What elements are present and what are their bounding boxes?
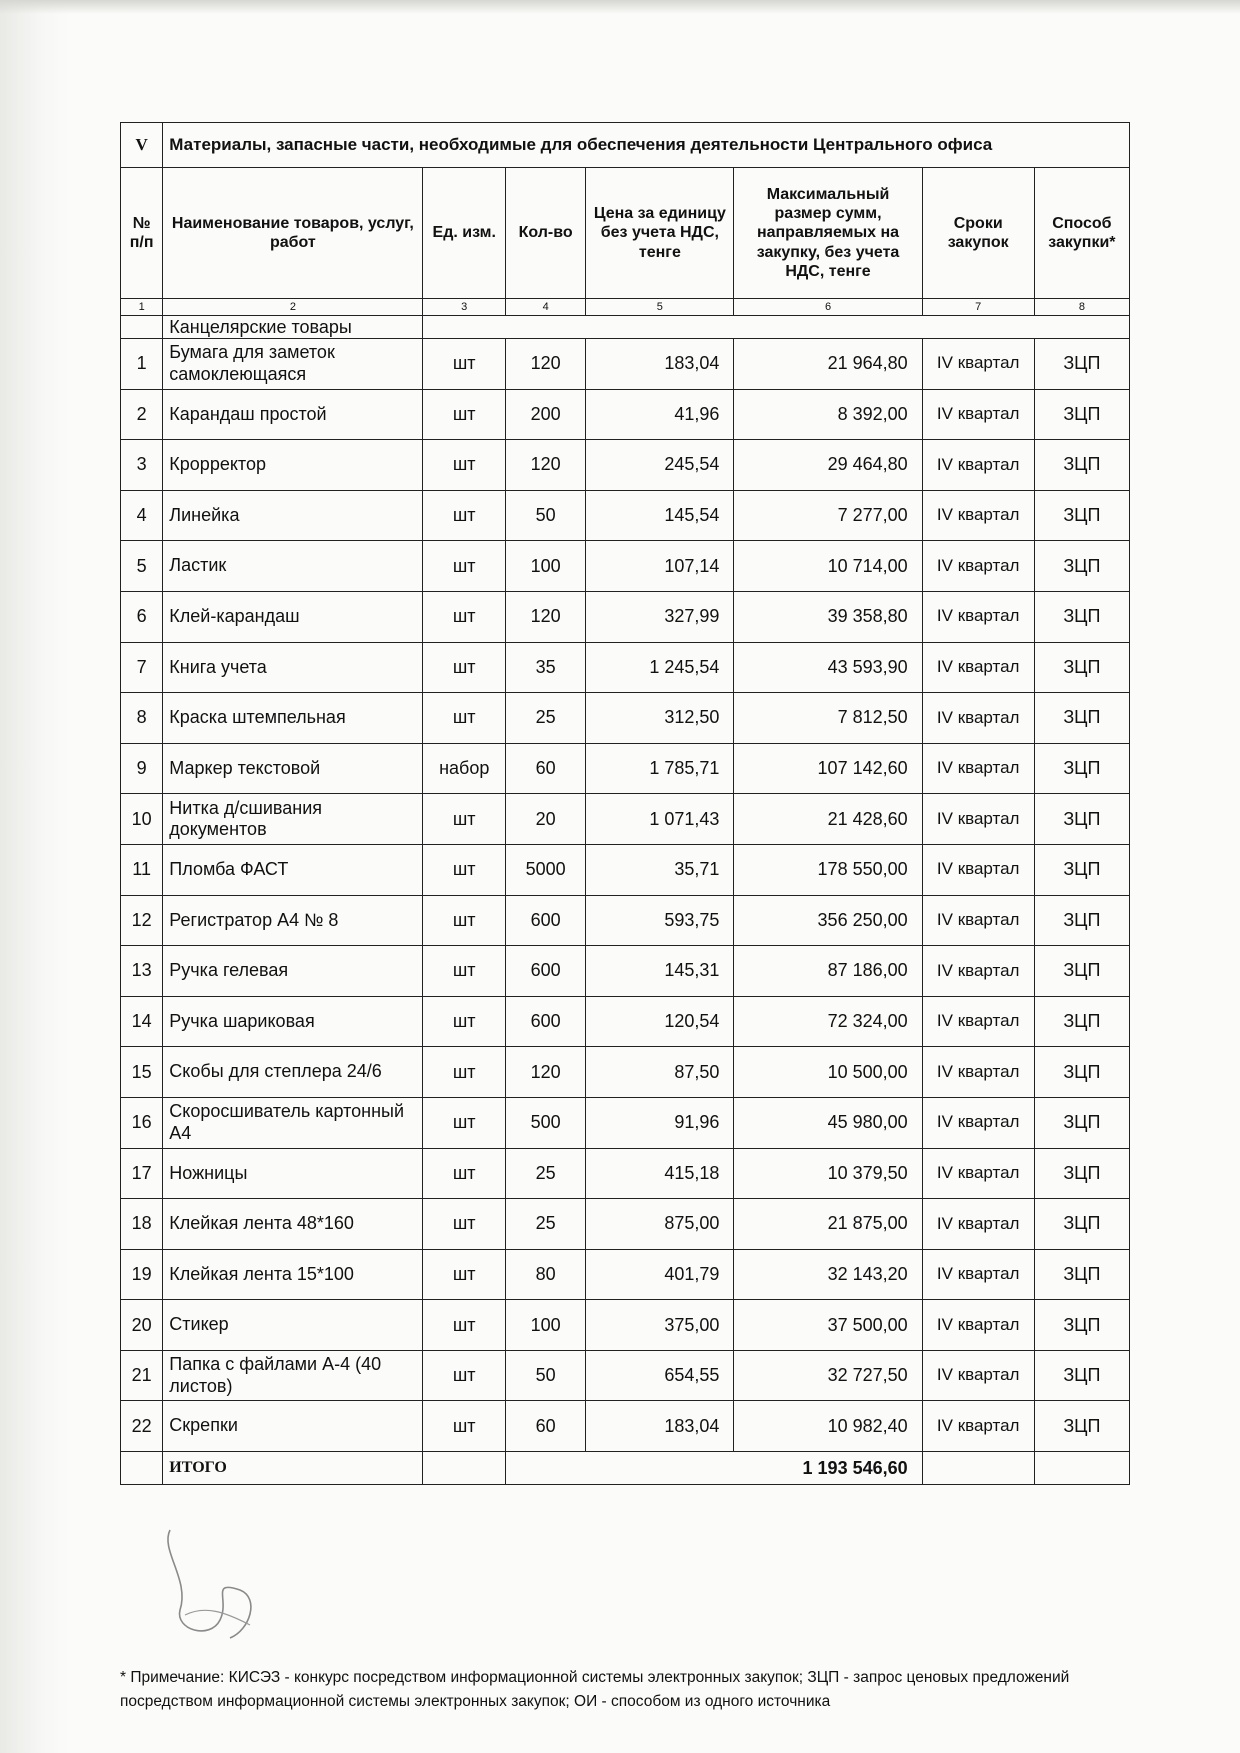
table-row [121, 591, 1130, 642]
table-row [121, 996, 1130, 1047]
col-header-name: Наименование товаров, услуг, работ [163, 168, 423, 299]
item-term: IV квартал [922, 1300, 1034, 1351]
item-qty: 60 [505, 1401, 585, 1452]
item-qty: 60 [505, 743, 585, 794]
item-price: 312,50 [586, 693, 734, 744]
item-qty: 25 [505, 1199, 585, 1250]
item-price: 41,96 [586, 389, 734, 440]
item-qty: 50 [505, 1350, 585, 1401]
item-unit: шт [423, 389, 505, 440]
item-unit: шт [423, 440, 505, 491]
item-qty: 25 [505, 1148, 585, 1199]
section-roman-number: V [121, 123, 163, 168]
item-qty: 500 [505, 1097, 585, 1148]
item-term: IV квартал [922, 339, 1034, 390]
item-price: 183,04 [586, 1401, 734, 1452]
item-price: 245,54 [586, 440, 734, 491]
item-max-sum: 29 464,80 [734, 440, 922, 491]
item-unit: шт [423, 1350, 505, 1401]
item-max-sum: 10 714,00 [734, 541, 922, 592]
item-term: IV квартал [922, 794, 1034, 845]
row-number: 5 [121, 541, 163, 592]
item-method: ЗЦП [1034, 1047, 1129, 1098]
row-number: 19 [121, 1249, 163, 1300]
section-header-row [121, 123, 1130, 168]
item-method: ЗЦП [1034, 743, 1129, 794]
item-name: Папка с файлами А-4 (40 листов) [163, 1350, 423, 1401]
item-unit: шт [423, 844, 505, 895]
category-empty-cell [423, 316, 1130, 339]
col-number: 4 [505, 299, 585, 316]
row-number: 16 [121, 1097, 163, 1148]
item-method: ЗЦП [1034, 693, 1129, 744]
item-unit: шт [423, 946, 505, 997]
table-row [121, 1401, 1130, 1452]
item-name: Ножницы [163, 1148, 423, 1199]
item-price: 91,96 [586, 1097, 734, 1148]
table-row [121, 1350, 1130, 1401]
row-number: 1 [121, 339, 163, 390]
item-unit: шт [423, 541, 505, 592]
item-max-sum: 21 428,60 [734, 794, 922, 845]
item-qty: 120 [505, 339, 585, 390]
item-name: Скоросшиватель картонный А4 [163, 1097, 423, 1148]
item-unit: шт [423, 794, 505, 845]
item-name: Крорректор [163, 440, 423, 491]
table-row [121, 1097, 1130, 1148]
item-name: Маркер текстовой [163, 743, 423, 794]
item-unit: набор [423, 743, 505, 794]
total-label: ИТОГО [163, 1452, 423, 1485]
item-unit: шт [423, 591, 505, 642]
handwritten-signature [150, 1520, 290, 1650]
table-row [121, 1199, 1130, 1250]
item-term: IV квартал [922, 1097, 1034, 1148]
item-term: IV квартал [922, 389, 1034, 440]
col-number: 7 [922, 299, 1034, 316]
col-number: 3 [423, 299, 505, 316]
item-name: Клейкая лента 48*160 [163, 1199, 423, 1250]
table-row [121, 1148, 1130, 1199]
item-price: 145,54 [586, 490, 734, 541]
row-number: 22 [121, 1401, 163, 1452]
row-number: 17 [121, 1148, 163, 1199]
item-price: 401,79 [586, 1249, 734, 1300]
item-max-sum: 10 379,50 [734, 1148, 922, 1199]
table-row [121, 1047, 1130, 1098]
procurement-table [120, 122, 1130, 1485]
row-number: 11 [121, 844, 163, 895]
item-method: ЗЦП [1034, 996, 1129, 1047]
row-number: 4 [121, 490, 163, 541]
table-row [121, 794, 1130, 845]
item-name: Книга учета [163, 642, 423, 693]
item-max-sum: 87 186,00 [734, 946, 922, 997]
row-number: 18 [121, 1199, 163, 1250]
item-max-sum: 72 324,00 [734, 996, 922, 1047]
item-method: ЗЦП [1034, 1097, 1129, 1148]
item-qty: 600 [505, 895, 585, 946]
item-method: ЗЦП [1034, 541, 1129, 592]
item-price: 107,14 [586, 541, 734, 592]
item-max-sum: 356 250,00 [734, 895, 922, 946]
row-number: 14 [121, 996, 163, 1047]
item-price: 654,55 [586, 1350, 734, 1401]
item-name: Краска штемпельная [163, 693, 423, 744]
item-term: IV квартал [922, 1249, 1034, 1300]
item-qty: 20 [505, 794, 585, 845]
table-row [121, 541, 1130, 592]
item-qty: 50 [505, 490, 585, 541]
col-header-num: № п/п [121, 168, 163, 299]
table-row [121, 440, 1130, 491]
col-header-term: Сроки закупок [922, 168, 1034, 299]
row-number: 8 [121, 693, 163, 744]
item-method: ЗЦП [1034, 1249, 1129, 1300]
scan-edge-shadow [0, 0, 70, 1753]
item-method: ЗЦП [1034, 844, 1129, 895]
table-row [121, 693, 1130, 744]
col-header-unit: Ед. изм. [423, 168, 505, 299]
item-term: IV квартал [922, 591, 1034, 642]
item-term: IV квартал [922, 1047, 1034, 1098]
item-unit: шт [423, 1300, 505, 1351]
row-number: 10 [121, 794, 163, 845]
table-row [121, 946, 1130, 997]
item-unit: шт [423, 1401, 505, 1452]
col-number: 6 [734, 299, 922, 316]
item-term: IV квартал [922, 895, 1034, 946]
item-price: 87,50 [586, 1047, 734, 1098]
item-price: 1 245,54 [586, 642, 734, 693]
item-unit: шт [423, 490, 505, 541]
section-title: Материалы, запасные части, необходимые для обеспечения деятельности Центрального офиса [163, 123, 1130, 168]
column-number-row [121, 299, 1130, 316]
item-method: ЗЦП [1034, 440, 1129, 491]
item-max-sum: 43 593,90 [734, 642, 922, 693]
item-method: ЗЦП [1034, 946, 1129, 997]
item-qty: 100 [505, 1300, 585, 1351]
col-header-max-sum: Максимальный размер сумм, направляемых на закупку, без учета НДС, тенге [734, 168, 922, 299]
item-name: Ручка шариковая [163, 996, 423, 1047]
item-term: IV квартал [922, 642, 1034, 693]
table-row [121, 844, 1130, 895]
item-term: IV квартал [922, 946, 1034, 997]
category-label: Канцелярские товары [163, 316, 423, 339]
item-method: ЗЦП [1034, 642, 1129, 693]
item-name: Регистратор А4 № 8 [163, 895, 423, 946]
row-number: 13 [121, 946, 163, 997]
item-method: ЗЦП [1034, 1199, 1129, 1250]
item-unit: шт [423, 1097, 505, 1148]
item-name: Карандаш простой [163, 389, 423, 440]
table-row [121, 743, 1130, 794]
item-name: Стикер [163, 1300, 423, 1351]
row-number: 15 [121, 1047, 163, 1098]
table-row [121, 1249, 1130, 1300]
item-qty: 80 [505, 1249, 585, 1300]
item-unit: шт [423, 642, 505, 693]
item-unit: шт [423, 1249, 505, 1300]
item-max-sum: 37 500,00 [734, 1300, 922, 1351]
item-max-sum: 107 142,60 [734, 743, 922, 794]
table-row [121, 1300, 1130, 1351]
item-name: Линейка [163, 490, 423, 541]
item-unit: шт [423, 996, 505, 1047]
item-price: 875,00 [586, 1199, 734, 1250]
col-header-method: Способ закупки* [1034, 168, 1129, 299]
item-price: 145,31 [586, 946, 734, 997]
item-name: Ручка гелевая [163, 946, 423, 997]
item-unit: шт [423, 1148, 505, 1199]
category-num-cell [121, 316, 163, 339]
item-qty: 200 [505, 389, 585, 440]
column-header-row [121, 168, 1130, 299]
total-empty-cell [423, 1452, 505, 1485]
item-max-sum: 10 500,00 [734, 1047, 922, 1098]
item-name: Скобы для степлера 24/6 [163, 1047, 423, 1098]
item-unit: шт [423, 339, 505, 390]
item-name: Ластик [163, 541, 423, 592]
total-row [121, 1452, 1130, 1485]
item-method: ЗЦП [1034, 1148, 1129, 1199]
item-max-sum: 7 277,00 [734, 490, 922, 541]
item-qty: 100 [505, 541, 585, 592]
row-number: 3 [121, 440, 163, 491]
row-number: 20 [121, 1300, 163, 1351]
item-method: ЗЦП [1034, 339, 1129, 390]
table-row [121, 895, 1130, 946]
item-term: IV квартал [922, 1148, 1034, 1199]
item-qty: 600 [505, 996, 585, 1047]
item-method: ЗЦП [1034, 490, 1129, 541]
item-price: 375,00 [586, 1300, 734, 1351]
col-number: 1 [121, 299, 163, 316]
item-price: 120,54 [586, 996, 734, 1047]
item-price: 1 071,43 [586, 794, 734, 845]
row-number: 21 [121, 1350, 163, 1401]
row-number: 6 [121, 591, 163, 642]
col-number: 2 [163, 299, 423, 316]
scan-top-shadow [0, 0, 1240, 14]
item-method: ЗЦП [1034, 895, 1129, 946]
item-max-sum: 178 550,00 [734, 844, 922, 895]
item-qty: 35 [505, 642, 585, 693]
item-qty: 120 [505, 1047, 585, 1098]
item-method: ЗЦП [1034, 1350, 1129, 1401]
table-row [121, 642, 1130, 693]
item-term: IV квартал [922, 440, 1034, 491]
col-header-qty: Кол-во [505, 168, 585, 299]
row-number: 12 [121, 895, 163, 946]
item-qty: 120 [505, 591, 585, 642]
item-max-sum: 8 392,00 [734, 389, 922, 440]
item-term: IV квартал [922, 1199, 1034, 1250]
item-max-sum: 10 982,40 [734, 1401, 922, 1452]
total-empty-cell [1034, 1452, 1129, 1485]
table-row [121, 389, 1130, 440]
item-name: Клей-карандаш [163, 591, 423, 642]
total-num-cell [121, 1452, 163, 1485]
item-method: ЗЦП [1034, 794, 1129, 845]
item-name: Пломба ФАСТ [163, 844, 423, 895]
item-max-sum: 21 875,00 [734, 1199, 922, 1250]
footnote: * Примечание: КИСЭЗ - конкурс посредством информационной системы электронных закупок; ЗЦП - запрос ценовых предложений посредством информационной системы электронных закупок; ОИ - способом из одного источника [120, 1669, 1070, 1711]
item-name: Бумага для заметок самоклеющаяся [163, 339, 423, 390]
col-header-price: Цена за единицу без учета НДС, тенге [586, 168, 734, 299]
item-price: 1 785,71 [586, 743, 734, 794]
item-unit: шт [423, 895, 505, 946]
item-price: 415,18 [586, 1148, 734, 1199]
total-value: 1 193 546,60 [505, 1452, 922, 1485]
row-number: 7 [121, 642, 163, 693]
item-unit: шт [423, 693, 505, 744]
item-name: Нитка д/сшивания документов [163, 794, 423, 845]
item-term: IV квартал [922, 490, 1034, 541]
table-row [121, 490, 1130, 541]
item-name: Клейкая лента 15*100 [163, 1249, 423, 1300]
total-empty-cell [922, 1452, 1034, 1485]
item-price: 593,75 [586, 895, 734, 946]
item-qty: 120 [505, 440, 585, 491]
item-max-sum: 32 143,20 [734, 1249, 922, 1300]
item-qty: 5000 [505, 844, 585, 895]
item-qty: 600 [505, 946, 585, 997]
col-number: 8 [1034, 299, 1129, 316]
category-row [121, 316, 1130, 339]
item-price: 183,04 [586, 339, 734, 390]
item-max-sum: 7 812,50 [734, 693, 922, 744]
item-method: ЗЦП [1034, 591, 1129, 642]
item-term: IV квартал [922, 693, 1034, 744]
item-term: IV квартал [922, 1401, 1034, 1452]
item-qty: 25 [505, 693, 585, 744]
item-price: 35,71 [586, 844, 734, 895]
item-name: Скрепки [163, 1401, 423, 1452]
item-method: ЗЦП [1034, 1300, 1129, 1351]
item-unit: шт [423, 1047, 505, 1098]
item-term: IV квартал [922, 844, 1034, 895]
item-max-sum: 39 358,80 [734, 591, 922, 642]
col-number: 5 [586, 299, 734, 316]
item-max-sum: 21 964,80 [734, 339, 922, 390]
item-term: IV квартал [922, 996, 1034, 1047]
item-price: 327,99 [586, 591, 734, 642]
item-term: IV квартал [922, 541, 1034, 592]
item-max-sum: 45 980,00 [734, 1097, 922, 1148]
item-unit: шт [423, 1199, 505, 1250]
row-number: 9 [121, 743, 163, 794]
item-method: ЗЦП [1034, 1401, 1129, 1452]
item-term: IV квартал [922, 1350, 1034, 1401]
item-method: ЗЦП [1034, 389, 1129, 440]
item-max-sum: 32 727,50 [734, 1350, 922, 1401]
row-number: 2 [121, 389, 163, 440]
table-row [121, 339, 1130, 390]
item-term: IV квартал [922, 743, 1034, 794]
